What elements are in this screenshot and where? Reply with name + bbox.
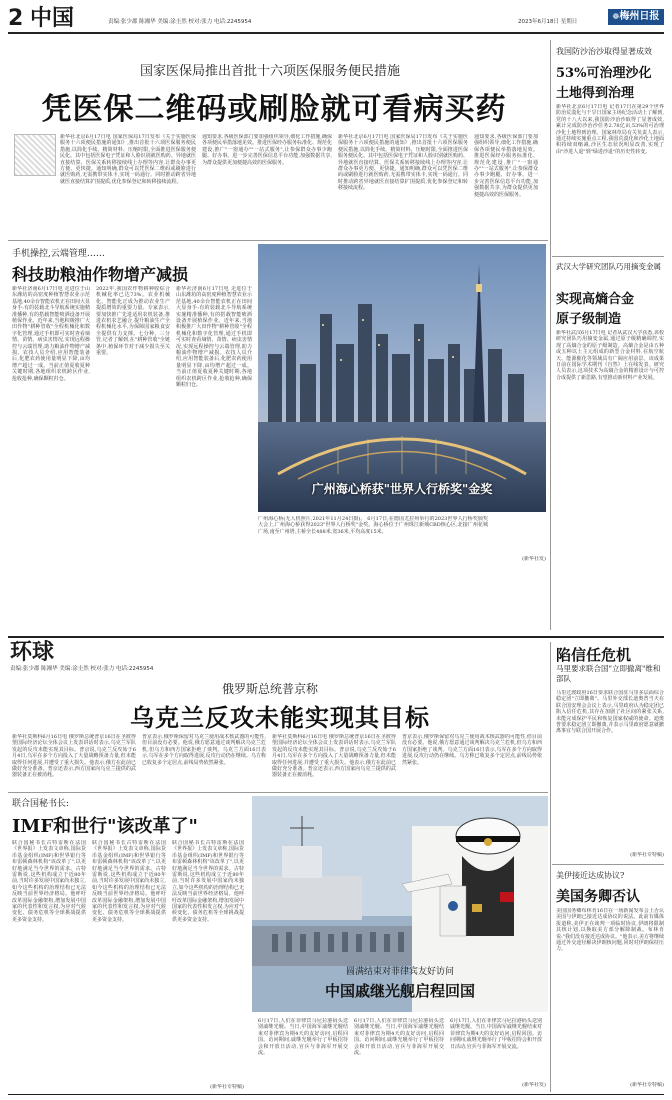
top-body-2: 通知要求,各级医保部门要加强组织领导,细化工作措施,确保各项便民举措落地见效。推进医保经办服务标准化、规范化建设,推广"一窗通办""一站式服务",让参保群众办事少跑腿、好办事。进一步完善医保信息平台功能,加强数据共享,为群众提供更加便捷高效的医保服务。 — [202, 134, 332, 166]
skyline-illustration — [258, 244, 546, 512]
world-top-body-1: 新华社莫斯科6月16日电 俄罗斯总统普京16日在圣彼得堡国际经济论坛全体会议上发表讲话时表示,乌克兰军队发起的反攻未能实现其目标。普京说,乌克兰反攻始于6月4日,乌军在多个方向投入了大量战略预备力量,但未能取得任何进展,并遭受了重大损失。他表示,俄方在此前已做好充分准备。普京还表示,西方国家向乌克兰提供的武器装备正在被消耗。 — [12, 734, 136, 779]
top-divider — [8, 240, 548, 241]
right-col-divider-2 — [550, 642, 551, 1092]
photo-navy-ship — [252, 796, 548, 1012]
top-kicker: 国家医保局推出首批十六项医保服务便民措施 — [139, 64, 400, 79]
top-headline: 凭医保二维码或刷脸就可看病买药 — [41, 92, 507, 127]
photo-main-title: 广州海心桥获"世界人行桥奖"金奖 — [311, 482, 493, 496]
photo-guangzhou-bridge — [258, 244, 546, 512]
photo-main-caption: 广州海心桥(无人机照片,2021年11月24日摄)。 6月17日,在德国尤拉州举行的2023世界人行桥奖颁奖大会上,广州海心桥获得2023"世界人行桥奖"金奖。海心桥位于广州珠江新城CBD核心区,北接广州花城广场,南至广州塔,主桥全长488米,宽36米,平均高度15米。 — [258, 516, 488, 535]
right-bottom-headline: 美国务卿否认 — [556, 889, 640, 905]
masthead-logo: ❁梅州日报 — [608, 9, 664, 25]
left-mid-body-2: 2022年,我国农作物耕种收综合机械化率已达73%。农业机械化、智能化正成为推动农业生产提质增效的重要力量。专家表示,要加快推广先进适用农机装备,推进农机农艺融合,提升粮油生产全程机械化水平,为保障国家粮食安全提供有力支撑。七分种、三分管,记者了解到,在"耕种管收"全链条中,植保环节对于减少损失至关重要。 — [96, 286, 170, 357]
left-low-body-1: 联合国秘书长古特雷斯在法国《世界报》上发表文章称,国际货币基金组织(IMF)和世界银行等布雷顿森林机构"该改革了",以更好地满足当今世界的需求。古特雷斯说,这些机构成立于近80年前,当时许多发展中国家尚未独立,如今这些机构的治理结构已无法反映当前世界经济格局。他呼吁改革国际金融架构,增加发展中国家的代表性和发言权,为应对气候变化、债务危机等全球挑战提供更多资金支持。 — [12, 840, 86, 923]
world-divider-1 — [8, 792, 548, 793]
world-section-title: 环球 — [10, 640, 55, 665]
left-mid-body-3: 新华社济南6月17日电 走进位于山东潍坊的高密度种植智慧农业示范基地,40余台智能农机正在田间大显身手:有的装载北斗导航系统实施精准播种,有的搭载智能喷洒设备开展植保作业。近年来,当地积极推广大田作物"耕种管收"全程机械化和数字化管理,通过手机即可实时查看墒情、苗情、病虫害情况,实现远程操控与云端管理,助力粮油作物增产减损。农技人员介绍,应用智能装备后,化肥农药使用量明显下降,亩均增产超过一成。当前正值夏收夏种关键时期,各地组织农机跨区作业,抢收抢种,确保颗粒归仓。 — [176, 286, 252, 389]
photo-low-kicker: 圆满结束对菲律宾友好访问 — [345, 967, 454, 977]
world-top-body-4: 普京表示,俄罗斯保留对乌克兰使用战术核武器的可能性,但目前没有必要。他说,俄方愿意通过谈判解决乌克兰危机,但乌方和西方国家拒绝了谈判。乌克兰方面16日表示,乌军在多个方向取得进展,反攻行动仍在继续。乌方称已收复多个定居点,前线局势依然紧张。 — [402, 734, 542, 766]
right-divider-1 — [552, 256, 664, 257]
right-top-kicker: 我国防沙治沙取得显著成效 — [556, 47, 652, 56]
left-low-credit: (新华社专特稿) — [210, 1084, 244, 1090]
issue-date: 2023年6月18日 星期日 — [518, 19, 578, 25]
photo-low-caption-2: 6月17日,人们在菲律宾马尼拉港码头送别戚继光舰。当日,中国海军戚继光舰结束对菲律宾为期4天的友好访问,启程回国。访问期间,戚继光舰举行了甲板招待会和开放日活动,官兵与菲海军开展交流。 — [354, 1018, 444, 1057]
right-bottom-body: 美国国务卿布林肯16日在一场新闻发布会上否认美国与伊朗已接近达成协议的说法。此前有媒体报道称,美伊正在谈判一项临时协议,伊朗将限制其核计划,以换取美方部分解除制裁。布林肯说:"我们没有接近达成协议。"他表示,美方将继续通过外交途径解决伊朗核问题,同时对伊朗保持压力。 — [556, 908, 664, 953]
right-divider-3 — [552, 864, 664, 865]
top-body-4: 通知要求,各级医保部门要加强组织领导,细化工作措施,确保各项便民举措落地见效。推进医保经办服务标准化、规范化建设,推广"一窗通办""一站式服务",让参保群众办事少跑腿、好办事。进一步完善医保信息平台功能,加强数据共享,为群众提供更加便捷高效的医保服务。 — [474, 134, 538, 198]
right-top-headline-2: 土地得到治理 — [556, 86, 635, 101]
left-low-body-3: 联合国秘书长古特雷斯在法国《世界报》上发表文章称,国际货币基金组织(IMF)和世界银行等布雷顿森林机构"该改革了",以更好地满足当今世界的需求。古特雷斯说,这些机构成立于近80年前,当时许多发展中国家尚未独立,如今这些机构的治理结构已无法反映当前世界经济格局。他呼吁改革国际金融架构,增加发展中国家的代表性和发言权,为应对气候变化、债务危机等全球挑战提供更多资金支持。 — [172, 840, 244, 923]
left-low-headline: IMF和世行"该改革了" — [12, 816, 198, 837]
right-low-kicker: 马里要求联合国"立即撤离"维和部队 — [556, 664, 661, 683]
right-low-headline: 陷信任危机 — [556, 646, 632, 664]
photo-low-credit: (新华社发) — [522, 1082, 546, 1088]
left-mid-headline: 科技助粮油作物增产减损 — [12, 265, 189, 284]
photo-low-caption-1: 6月17日,人们在菲律宾马尼拉港码头送别戚继光舰。当日,中国海军戚继光舰结束对菲律宾为期4天的友好访问,启程回国。访问期间,戚继光舰举行了甲板招待会和开放日活动,官兵与菲海军开展交流。 — [258, 1018, 348, 1057]
section-title: 中国 — [30, 6, 75, 31]
right-bottom-kicker: 美伊接近达成协议? — [556, 871, 625, 880]
right-low-credit: (新华社专特稿) — [630, 852, 664, 858]
world-staff-line: 责编:张少郡 陈湘华 美编:涂圭然 校对:张力 电话:2245954 — [10, 666, 154, 672]
top-body-3: 新华社北京6月17日电 国家医保局17日发布《关于实施医保服务十六项便民措施的通知》,推出首批十六项医保服务便民措施,以简化手续、精简材料、压缩时限,全面推进医保服务便民化。其中包括医保电子凭证和人脸识别就医购药、异地就医直接结算、医保关系转移接续线上办理等内容,让群众办事更方便、更快捷。通知明确,群众可以凭医保二维码或刷脸进行就医购药,无需携带实体卡,实现一码通行。同时推动跨省异地就医直接结算扩围提质,优化参保登记和转移接续流程。 — [338, 134, 468, 192]
page-header — [8, 7, 664, 33]
top-body-1: 新华社北京6月17日电 国家医保局17日发布《关于实施医保服务十六项便民措施的通知》,推出首批十六项医保服务便民措施,以简化手续、精简材料、压缩时限,全面推进医保服务便民化。其中包括医保电子凭证和人脸识别就医购药、异地就医直接结算、医保关系转移接续线上办理等内容,让群众办事更方便、更快捷。通知明确,群众可以凭医保二维码或刷脸进行就医购药,无需携带实体卡,实现一码通行。同时推动跨省异地就医直接结算扩围提质,优化参保登记和转移接续流程。 — [60, 134, 196, 185]
right-top-body: 新华社北京6月17日电 记者17日在第29个世界防治荒漠化与干旱日国家主场纪念活动上了解到,党的十八大以来,我国防沙治沙取得了显著成效,累计完成防沙治沙任务2.78亿亩,53%的可治理沙化土地得到治理。国家林草局有关负责人表示,通过持续实施重点工程,我国荒漠化和沙化土地面积持续双缩减,沙区生态状况明显改善,实现了由"沙进人退"到"绿进沙退"的历史性转变。 — [556, 104, 664, 155]
right-col-divider — [550, 40, 551, 630]
right-low-body: 马里过渡政府16日要求联合国驻马里多层面综合稳定团"立即撤离"。马里外交部长迪奥普当天在联合国安理会会议上表示,马里政府认为稳定团已陷入信任危机,其存在加剧了社区间的紧张关系,未能完成保护平民和恢复国家权威的使命。迪奥普要求稳定团立即撤离,并表示马里政府愿意就撤离事宜与联合国开展合作。 — [556, 690, 664, 735]
left-low-body-2: 联合国秘书长古特雷斯在法国《世界报》上发表文章称,国际货币基金组织(IMF)和世界银行等布雷顿森林机构"该改革了",以更好地满足当今世界的需求。古特雷斯说,这些机构成立于近80年前,当时许多发展中国家尚未独立,如今这些机构的治理结构已无法反映当前世界经济格局。他呼吁改革国际金融架构,增加发展中国家的代表性和发言权,为应对气候变化、债务危机等全球挑战提供更多资金支持。 — [92, 840, 166, 923]
page-bottom-rule — [8, 1094, 664, 1095]
world-top-body-3: 新华社莫斯科6月16日电 俄罗斯总统普京16日在圣彼得堡国际经济论坛全体会议上发表讲话时表示,乌克兰军队发起的反攻未能实现其目标。普京说,乌克兰反攻始于6月4日,乌军在多个方向投入了大量战略预备力量,但未能取得任何进展,并遭受了重大损失。他表示,俄方在此前已做好充分准备。普京还表示,西方国家向乌克兰提供的武器装备正在被消耗。 — [272, 734, 396, 779]
left-low-kicker: 联合国秘书长: — [12, 799, 70, 809]
world-top-kicker: 俄罗斯总统普京称 — [221, 682, 318, 696]
photo-low-title: 中国戚继光舰启程回国 — [324, 982, 475, 1000]
right-bottom-credit: (新华社专特稿) — [630, 1082, 664, 1088]
world-top-rule — [8, 636, 664, 638]
logo-icon: ❁ — [612, 12, 620, 21]
left-mid-kicker: 手机操控,云端管理…… — [12, 249, 105, 259]
page-number: 2 — [8, 6, 24, 31]
right-mid-body: 新华社武汉6月17日电 记者从武汉大学获悉,该校研究团队巧用摘变金属,通过原子级精确调控,实现了高熵合金的原子级制造。高熵合金是由五种或五种以上主元组成的新型合金材料,在航空航天、能源催化等领域具有广阔应用前景。该成果日前在国际学术期刊《自然》上在线发表。研究人员表示,这项技术为高熵合金的精准设计与可控合成提供了新思路,有望推动新材料产业发展。 — [556, 330, 664, 381]
right-mid-headline-1: 实现高熵合金 — [556, 292, 635, 307]
photo-low-caption-3: 6月17日,人们在菲律宾马尼拉港码头送别戚继光舰。当日,中国海军戚继光舰结束对菲律宾为期4天的友好访问,启程回国。访问期间,戚继光舰举行了甲板招待会和开放日活动,官兵与菲海军开展交流。 — [450, 1018, 542, 1050]
staff-line: 责编:张少郡 陈湘华 美编:涂圭然 校对:张力 电话:2245954 — [108, 19, 252, 25]
qr-stamp-icon — [14, 134, 56, 176]
photo-main-credit: (新华社发) — [522, 556, 546, 562]
right-mid-kicker: 武汉大学研究团队巧用摘变金属 — [556, 262, 661, 271]
right-top-headline-1: 53%可治理沙化 — [556, 66, 652, 81]
world-top-headline: 乌克兰反攻未能实现其目标 — [130, 703, 430, 732]
right-mid-headline-2: 原子级制造 — [556, 312, 622, 327]
world-top-body-2: 普京表示,俄罗斯保留对乌克兰使用战术核武器的可能性,但目前没有必要。他说,俄方愿意通过谈判解决乌克兰危机,但乌方和西方国家拒绝了谈判。乌克兰方面16日表示,乌军在多个方向取得进展,反攻行动仍在继续。乌方称已收复多个定居点,前线局势依然紧张。 — [142, 734, 266, 766]
left-mid-body-1: 新华社济南6月17日电 走进位于山东潍坊的高密度种植智慧农业示范基地,40余台智能农机正在田间大显身手:有的装载北斗导航系统实施精准播种,有的搭载智能喷洒设备开展植保作业。近年来,当地积极推广大田作物"耕种管收"全程机械化和数字化管理,通过手机即可实时查看墒情、苗情、病虫害情况,实现远程操控与云端管理,助力粮油作物增产减损。农技人员介绍,应用智能装备后,化肥农药使用量明显下降,亩均增产超过一成。当前正值夏收夏种关键时期,各地组织农机跨区作业,抢收抢种,确保颗粒归仓。 — [12, 286, 90, 382]
header-rule — [8, 32, 664, 34]
